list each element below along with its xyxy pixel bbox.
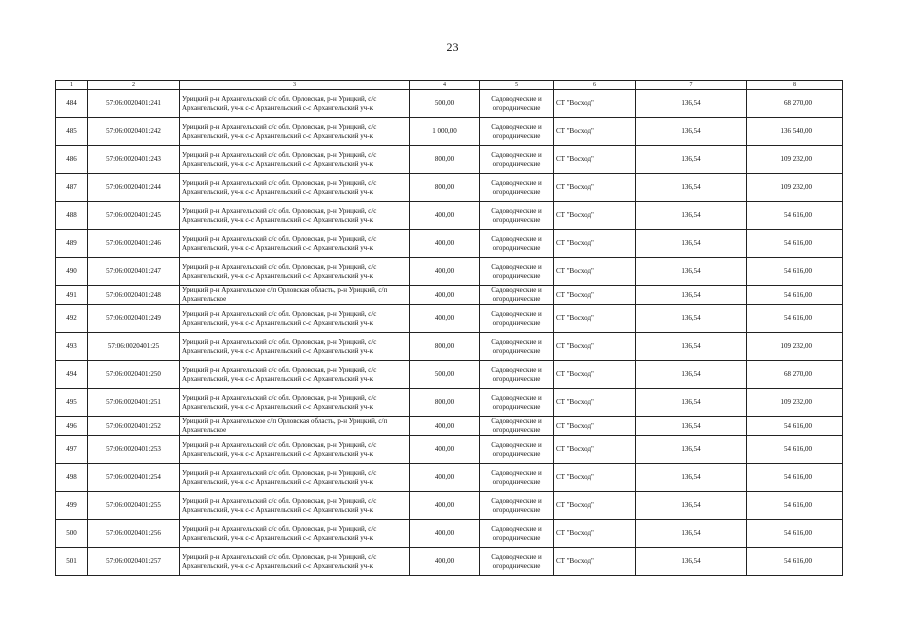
cadastral-number-cell: 57:06:0020401:251 bbox=[88, 389, 180, 417]
land-plots-table bbox=[55, 80, 843, 576]
address-cell: Урицкий р-н Архангельский с/с обл. Орловская, р-н Урицкий, с/с Архангельский, уч-к с-с Архангельский с-с Архангельский уч-к bbox=[180, 464, 410, 492]
address-cell: Урицкий р-н Архангельский с/с обл. Орловская, р-н Урицкий, с/с Архангельский, уч-к с-с Архангельский с-с Архангельский уч-к bbox=[180, 258, 410, 286]
address-cell: Урицкий р-н Архангельский с/с обл. Орловская, р-н Урицкий, с/с Архангельский, уч-к с-с Архангельский с-с Архангельский уч-к bbox=[180, 436, 410, 464]
price-cell: 136,54 bbox=[636, 389, 747, 417]
area-cell: 400,00 bbox=[410, 258, 480, 286]
area-cell: 400,00 bbox=[410, 230, 480, 258]
total-cell: 54 616,00 bbox=[747, 258, 843, 286]
cadastral-number-cell: 57:06:0020401:242 bbox=[88, 118, 180, 146]
row-number-cell: 496 bbox=[56, 417, 88, 436]
row-number-cell: 491 bbox=[56, 286, 88, 305]
owner-cell: СТ "Восход" bbox=[554, 417, 636, 436]
owner-cell: СТ "Восход" bbox=[554, 118, 636, 146]
land-use-cell: Садоводческие и огороднические bbox=[480, 230, 554, 258]
area-cell: 800,00 bbox=[410, 146, 480, 174]
owner-cell: СТ "Восход" bbox=[554, 548, 636, 576]
row-number-cell: 501 bbox=[56, 548, 88, 576]
area-cell: 400,00 bbox=[410, 464, 480, 492]
area-cell: 400,00 bbox=[410, 202, 480, 230]
price-cell: 136,54 bbox=[636, 333, 747, 361]
address-cell: Урицкий р-н Архангельский с/с обл. Орловская, р-н Урицкий, с/с Архангельский, уч-к с-с Архангельский с-с Архангельский уч-к bbox=[180, 333, 410, 361]
column-header: 2 bbox=[88, 81, 180, 90]
row-number-cell: 494 bbox=[56, 361, 88, 389]
price-cell: 136,54 bbox=[636, 492, 747, 520]
row-number-cell: 493 bbox=[56, 333, 88, 361]
total-cell: 54 616,00 bbox=[747, 305, 843, 333]
table-row bbox=[56, 389, 843, 417]
total-cell: 136 540,00 bbox=[747, 118, 843, 146]
total-cell: 54 616,00 bbox=[747, 230, 843, 258]
total-cell: 54 616,00 bbox=[747, 417, 843, 436]
table-row bbox=[56, 436, 843, 464]
price-cell: 136,54 bbox=[636, 548, 747, 576]
address-cell: Урицкий р-н Архангельский с/с обл. Орловская, р-н Урицкий, с/с Архангельский, уч-к с-с Архангельский с-с Архангельский уч-к bbox=[180, 90, 410, 118]
area-cell: 400,00 bbox=[410, 286, 480, 305]
area-cell: 400,00 bbox=[410, 492, 480, 520]
row-number-cell: 500 bbox=[56, 520, 88, 548]
table-row bbox=[56, 305, 843, 333]
owner-cell: СТ "Восход" bbox=[554, 492, 636, 520]
price-cell: 136,54 bbox=[636, 146, 747, 174]
row-number-cell: 495 bbox=[56, 389, 88, 417]
table-row bbox=[56, 230, 843, 258]
total-cell: 54 616,00 bbox=[747, 436, 843, 464]
total-cell: 109 232,00 bbox=[747, 389, 843, 417]
owner-cell: СТ "Восход" bbox=[554, 146, 636, 174]
owner-cell: СТ "Восход" bbox=[554, 230, 636, 258]
price-cell: 136,54 bbox=[636, 230, 747, 258]
cadastral-number-cell: 57:06:0020401:245 bbox=[88, 202, 180, 230]
land-use-cell: Садоводческие и огороднические bbox=[480, 417, 554, 436]
land-use-cell: Садоводческие и огороднические bbox=[480, 333, 554, 361]
land-use-cell: Садоводческие и огороднические bbox=[480, 464, 554, 492]
land-use-cell: Садоводческие и огороднические bbox=[480, 389, 554, 417]
land-use-cell: Садоводческие и огороднические bbox=[480, 146, 554, 174]
area-cell: 800,00 bbox=[410, 174, 480, 202]
address-cell: Урицкий р-н Архангельское с/п Орловская область, р-н Урицкий, с/п Архангельское bbox=[180, 286, 410, 305]
cadastral-number-cell: 57:06:0020401:25 bbox=[88, 333, 180, 361]
address-cell: Урицкий р-н Архангельский с/с обл. Орловская, р-н Урицкий, с/с Архангельский, уч-к с-с Архангельский с-с Архангельский уч-к bbox=[180, 174, 410, 202]
column-header: 6 bbox=[554, 81, 636, 90]
land-use-cell: Садоводческие и огороднические bbox=[480, 520, 554, 548]
table-body bbox=[56, 90, 843, 576]
table-row bbox=[56, 333, 843, 361]
total-cell: 54 616,00 bbox=[747, 286, 843, 305]
row-number-cell: 490 bbox=[56, 258, 88, 286]
owner-cell: СТ "Восход" bbox=[554, 202, 636, 230]
owner-cell: СТ "Восход" bbox=[554, 464, 636, 492]
row-number-cell: 484 bbox=[56, 90, 88, 118]
table-row bbox=[56, 90, 843, 118]
price-cell: 136,54 bbox=[636, 436, 747, 464]
owner-cell: СТ "Восход" bbox=[554, 258, 636, 286]
owner-cell: СТ "Восход" bbox=[554, 333, 636, 361]
area-cell: 400,00 bbox=[410, 436, 480, 464]
column-header: 1 bbox=[56, 81, 88, 90]
cadastral-number-cell: 57:06:0020401:244 bbox=[88, 174, 180, 202]
owner-cell: СТ "Восход" bbox=[554, 361, 636, 389]
land-use-cell: Садоводческие и огороднические bbox=[480, 492, 554, 520]
page-number: 23 bbox=[446, 40, 459, 54]
owner-cell: СТ "Восход" bbox=[554, 305, 636, 333]
table-row bbox=[56, 464, 843, 492]
cadastral-number-cell: 57:06:0020401:250 bbox=[88, 361, 180, 389]
table-row bbox=[56, 146, 843, 174]
cadastral-number-cell: 57:06:0020401:246 bbox=[88, 230, 180, 258]
table-row bbox=[56, 118, 843, 146]
column-header: 8 bbox=[747, 81, 843, 90]
cadastral-number-cell: 57:06:0020401:241 bbox=[88, 90, 180, 118]
land-use-cell: Садоводческие и огороднические bbox=[480, 305, 554, 333]
price-cell: 136,54 bbox=[636, 305, 747, 333]
row-number-cell: 485 bbox=[56, 118, 88, 146]
table-row bbox=[56, 361, 843, 389]
price-cell: 136,54 bbox=[636, 258, 747, 286]
owner-cell: СТ "Восход" bbox=[554, 174, 636, 202]
row-number-cell: 489 bbox=[56, 230, 88, 258]
area-cell: 400,00 bbox=[410, 417, 480, 436]
table-row bbox=[56, 202, 843, 230]
price-cell: 136,54 bbox=[636, 118, 747, 146]
land-use-cell: Садоводческие и огороднические bbox=[480, 436, 554, 464]
total-cell: 109 232,00 bbox=[747, 146, 843, 174]
cadastral-number-cell: 57:06:0020401:248 bbox=[88, 286, 180, 305]
address-cell: Урицкий р-н Архангельский с/с обл. Орловская, р-н Урицкий, с/с Архангельский, уч-к с-с Архангельский с-с Архангельский уч-к bbox=[180, 520, 410, 548]
total-cell: 109 232,00 bbox=[747, 333, 843, 361]
row-number-cell: 488 bbox=[56, 202, 88, 230]
address-cell: Урицкий р-н Архангельский с/с обл. Орловская, р-н Урицкий, с/с Архангельский, уч-к с-с Архангельский с-с Архангельский уч-к bbox=[180, 492, 410, 520]
land-use-cell: Садоводческие и огороднические bbox=[480, 286, 554, 305]
land-use-cell: Садоводческие и огороднические bbox=[480, 118, 554, 146]
area-cell: 800,00 bbox=[410, 389, 480, 417]
table-row bbox=[56, 520, 843, 548]
total-cell: 54 616,00 bbox=[747, 202, 843, 230]
cadastral-number-cell: 57:06:0020401:252 bbox=[88, 417, 180, 436]
owner-cell: СТ "Восход" bbox=[554, 520, 636, 548]
address-cell: Урицкий р-н Архангельский с/с обл. Орловская, р-н Урицкий, с/с Архангельский, уч-к с-с Архангельский с-с Архангельский уч-к bbox=[180, 548, 410, 576]
cadastral-number-cell: 57:06:0020401:254 bbox=[88, 464, 180, 492]
owner-cell: СТ "Восход" bbox=[554, 389, 636, 417]
cadastral-number-cell: 57:06:0020401:253 bbox=[88, 436, 180, 464]
land-use-cell: Садоводческие и огороднические bbox=[480, 258, 554, 286]
area-cell: 500,00 bbox=[410, 361, 480, 389]
row-number-cell: 492 bbox=[56, 305, 88, 333]
column-header: 3 bbox=[180, 81, 410, 90]
table-row bbox=[56, 492, 843, 520]
land-use-cell: Садоводческие и огороднические bbox=[480, 202, 554, 230]
address-cell: Урицкий р-н Архангельский с/с обл. Орловская, р-н Урицкий, с/с Архангельский, уч-к с-с Архангельский с-с Архангельский уч-к bbox=[180, 305, 410, 333]
row-number-cell: 487 bbox=[56, 174, 88, 202]
table-row bbox=[56, 417, 843, 436]
address-cell: Урицкий р-н Архангельское с/п Орловская область, р-н Урицкий, с/п Архангельское bbox=[180, 417, 410, 436]
row-number-cell: 486 bbox=[56, 146, 88, 174]
table-row bbox=[56, 548, 843, 576]
address-cell: Урицкий р-н Архангельский с/с обл. Орловская, р-н Урицкий, с/с Архангельский, уч-к с-с Архангельский с-с Архангельский уч-к bbox=[180, 202, 410, 230]
total-cell: 68 270,00 bbox=[747, 90, 843, 118]
header-row bbox=[56, 81, 843, 90]
address-cell: Урицкий р-н Архангельский с/с обл. Орловская, р-н Урицкий, с/с Архангельский, уч-к с-с Архангельский с-с Архангельский уч-к bbox=[180, 230, 410, 258]
land-use-cell: Садоводческие и огороднические bbox=[480, 548, 554, 576]
cadastral-number-cell: 57:06:0020401:249 bbox=[88, 305, 180, 333]
area-cell: 1 000,00 bbox=[410, 118, 480, 146]
price-cell: 136,54 bbox=[636, 286, 747, 305]
row-number-cell: 497 bbox=[56, 436, 88, 464]
price-cell: 136,54 bbox=[636, 520, 747, 548]
land-use-cell: Садоводческие и огороднические bbox=[480, 361, 554, 389]
row-number-cell: 498 bbox=[56, 464, 88, 492]
area-cell: 400,00 bbox=[410, 305, 480, 333]
address-cell: Урицкий р-н Архангельский с/с обл. Орловская, р-н Урицкий, с/с Архангельский, уч-к с-с Архангельский с-с Архангельский уч-к bbox=[180, 146, 410, 174]
address-cell: Урицкий р-н Архангельский с/с обл. Орловская, р-н Урицкий, с/с Архангельский, уч-к с-с Архангельский с-с Архангельский уч-к bbox=[180, 118, 410, 146]
price-cell: 136,54 bbox=[636, 361, 747, 389]
table-row bbox=[56, 258, 843, 286]
total-cell: 54 616,00 bbox=[747, 548, 843, 576]
price-cell: 136,54 bbox=[636, 202, 747, 230]
table-row bbox=[56, 174, 843, 202]
total-cell: 54 616,00 bbox=[747, 492, 843, 520]
land-use-cell: Садоводческие и огороднические bbox=[480, 90, 554, 118]
total-cell: 54 616,00 bbox=[747, 520, 843, 548]
cadastral-number-cell: 57:06:0020401:247 bbox=[88, 258, 180, 286]
column-header: 4 bbox=[410, 81, 480, 90]
price-cell: 136,54 bbox=[636, 90, 747, 118]
address-cell: Урицкий р-н Архангельский с/с обл. Орловская, р-н Урицкий, с/с Архангельский, уч-к с-с Архангельский с-с Архангельский уч-к bbox=[180, 389, 410, 417]
price-cell: 136,54 bbox=[636, 174, 747, 202]
area-cell: 500,00 bbox=[410, 90, 480, 118]
price-cell: 136,54 bbox=[636, 417, 747, 436]
row-number-cell: 499 bbox=[56, 492, 88, 520]
owner-cell: СТ "Восход" bbox=[554, 286, 636, 305]
address-cell: Урицкий р-н Архангельский с/с обл. Орловская, р-н Урицкий, с/с Архангельский, уч-к с-с Архангельский с-с Архангельский уч-к bbox=[180, 361, 410, 389]
cadastral-number-cell: 57:06:0020401:255 bbox=[88, 492, 180, 520]
area-cell: 400,00 bbox=[410, 548, 480, 576]
column-header: 7 bbox=[636, 81, 747, 90]
area-cell: 800,00 bbox=[410, 333, 480, 361]
total-cell: 54 616,00 bbox=[747, 464, 843, 492]
land-use-cell: Садоводческие и огороднические bbox=[480, 174, 554, 202]
cadastral-number-cell: 57:06:0020401:243 bbox=[88, 146, 180, 174]
owner-cell: СТ "Восход" bbox=[554, 90, 636, 118]
total-cell: 109 232,00 bbox=[747, 174, 843, 202]
cadastral-number-cell: 57:06:0020401:257 bbox=[88, 548, 180, 576]
owner-cell: СТ "Восход" bbox=[554, 436, 636, 464]
area-cell: 400,00 bbox=[410, 520, 480, 548]
price-cell: 136,54 bbox=[636, 464, 747, 492]
cadastral-number-cell: 57:06:0020401:256 bbox=[88, 520, 180, 548]
total-cell: 68 270,00 bbox=[747, 361, 843, 389]
column-header: 5 bbox=[480, 81, 554, 90]
table-row bbox=[56, 286, 843, 305]
